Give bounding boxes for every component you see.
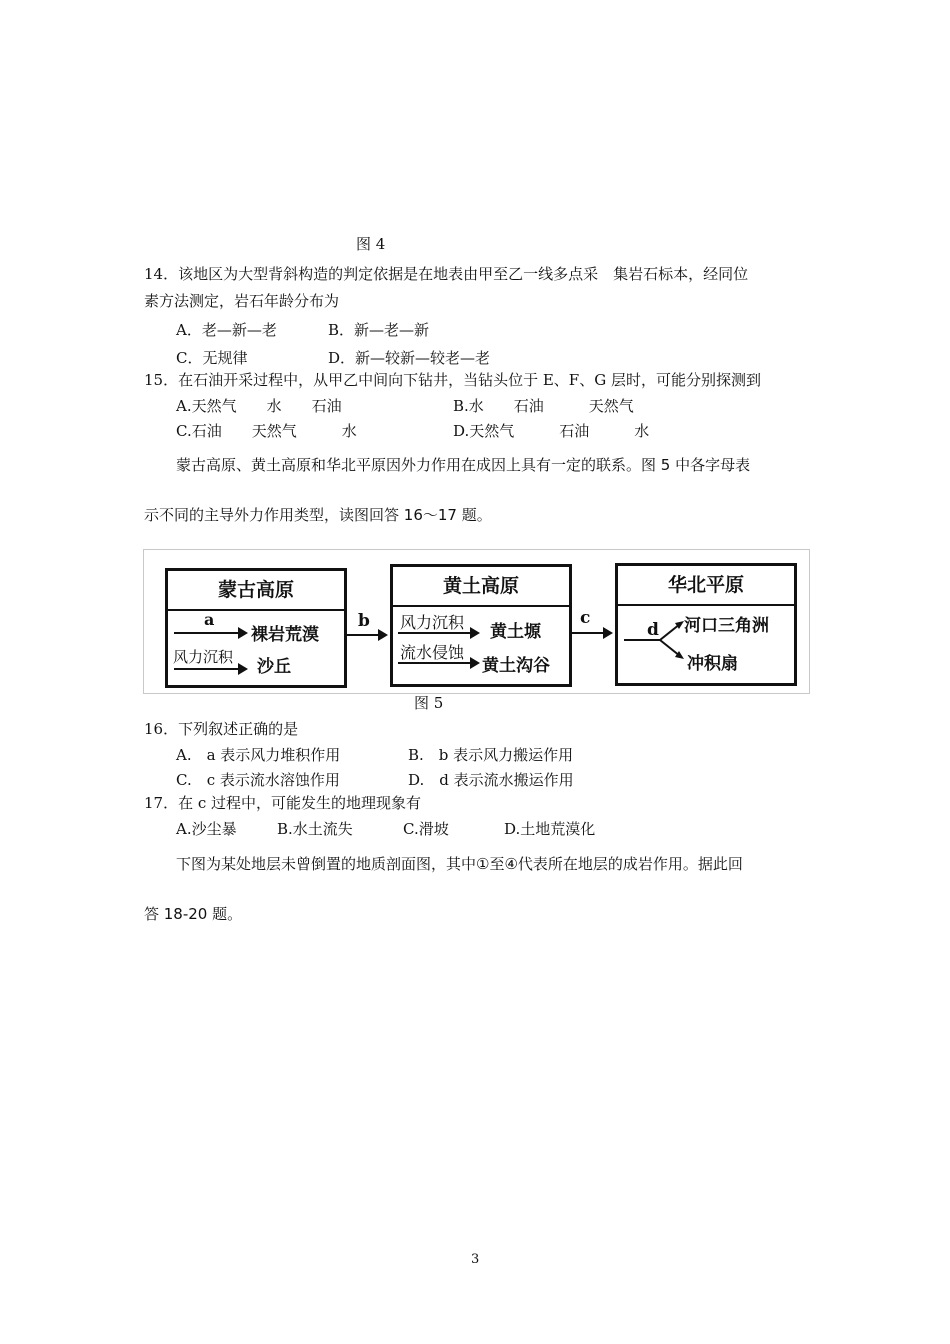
label-b: b <box>358 611 370 631</box>
label-wind-deposit-1: 风力沉积 <box>173 648 234 666</box>
arrow-b <box>344 634 386 636</box>
arrow-a <box>174 632 246 634</box>
label-wind-deposit-2: 风力沉积 <box>400 613 465 632</box>
q14-option-d: D．新—较新—较老—老 <box>328 349 491 367</box>
label-water-erosion: 流水侵蚀 <box>400 643 465 662</box>
q15-option-a: A.天然气 水 石油 <box>176 397 342 415</box>
label-c: c <box>580 608 591 628</box>
q14-stem-line2: 素方法测定，岩石年龄分布为 <box>144 292 340 310</box>
q17-option-b: B.水土流失 <box>277 820 353 838</box>
q15-stem: 15．在石油开采过程中，从甲乙中间向下钻井，当钻头位于 E、F、G 层时，可能分别探测到 <box>144 371 761 389</box>
box1-title: 蒙古高原 <box>168 571 344 611</box>
q15-option-c: C.石油 天然气 水 <box>176 422 357 440</box>
q17-option-c: C.滑坡 <box>403 820 449 838</box>
arrow-wind-deposit-2 <box>398 632 478 634</box>
q14-option-a: A．老—新—老 <box>176 321 277 339</box>
q16-option-d: D. d 表示流水搬运作用 <box>408 771 574 789</box>
intro-18-20-line1: 下图为某处地层未曾倒置的地质剖面图，其中①至④代表所在地层的成岩作用。据此回 <box>176 855 743 873</box>
label-loess-gully: 黄土沟谷 <box>482 656 550 676</box>
q16-option-a: A. a 表示风力堆积作用 <box>176 746 341 764</box>
q17-option-a: A.沙尘暴 <box>176 820 237 838</box>
q16-option-c: C. c 表示流水溶蚀作用 <box>176 771 340 789</box>
fork-arrow-d <box>622 610 692 670</box>
q17-stem: 17．在 c 过程中，可能发生的地理现象有 <box>144 794 422 812</box>
q15-option-b: B.水 石油 天然气 <box>453 397 634 415</box>
label-river-delta: 河口三角洲 <box>684 616 769 636</box>
arrow-c <box>569 632 611 634</box>
intro-16-17-line2: 示不同的主导外力作用类型，读图回答 16～17 题。 <box>144 506 492 524</box>
label-alluvial-fan: 冲积扇 <box>687 654 738 674</box>
q17-option-d: D.土地荒漠化 <box>504 820 596 838</box>
figure-5 <box>143 549 810 694</box>
q14-option-b: B．新—老—新 <box>328 321 430 339</box>
label-loess-mound: 黄土塬 <box>490 622 541 642</box>
q15-option-d: D.天然气 石油 水 <box>453 422 650 440</box>
q14-stem-line1: 14．该地区为大型背斜构造的判定依据是在地表由甲至乙一线多点采 集岩石标本，经同位 <box>144 265 749 283</box>
label-sand-dune: 沙丘 <box>257 657 291 677</box>
page-number: 3 <box>471 1252 480 1267</box>
arrow-wind-deposit-1 <box>174 668 246 670</box>
q16-option-b: B. b 表示风力搬运作用 <box>408 746 574 764</box>
box3-title: 华北平原 <box>618 566 794 606</box>
intro-16-17-line1: 蒙古高原、黄土高原和华北平原因外力作用在成因上具有一定的联系。图 5 中各字母表 <box>176 456 751 474</box>
figure-4-caption: 图 4 <box>356 235 386 253</box>
box2-title: 黄土高原 <box>393 567 569 607</box>
arrow-water-erosion <box>398 662 478 664</box>
label-d: d <box>647 620 659 640</box>
label-a: a <box>204 610 215 629</box>
q14-option-c: C．无规律 <box>176 349 248 367</box>
q16-stem: 16．下列叙述正确的是 <box>144 720 299 738</box>
figure-5-caption: 图 5 <box>414 694 444 712</box>
intro-18-20-line2: 答 18-20 题。 <box>144 905 243 923</box>
label-bare-rock-desert: 裸岩荒漠 <box>251 625 319 645</box>
